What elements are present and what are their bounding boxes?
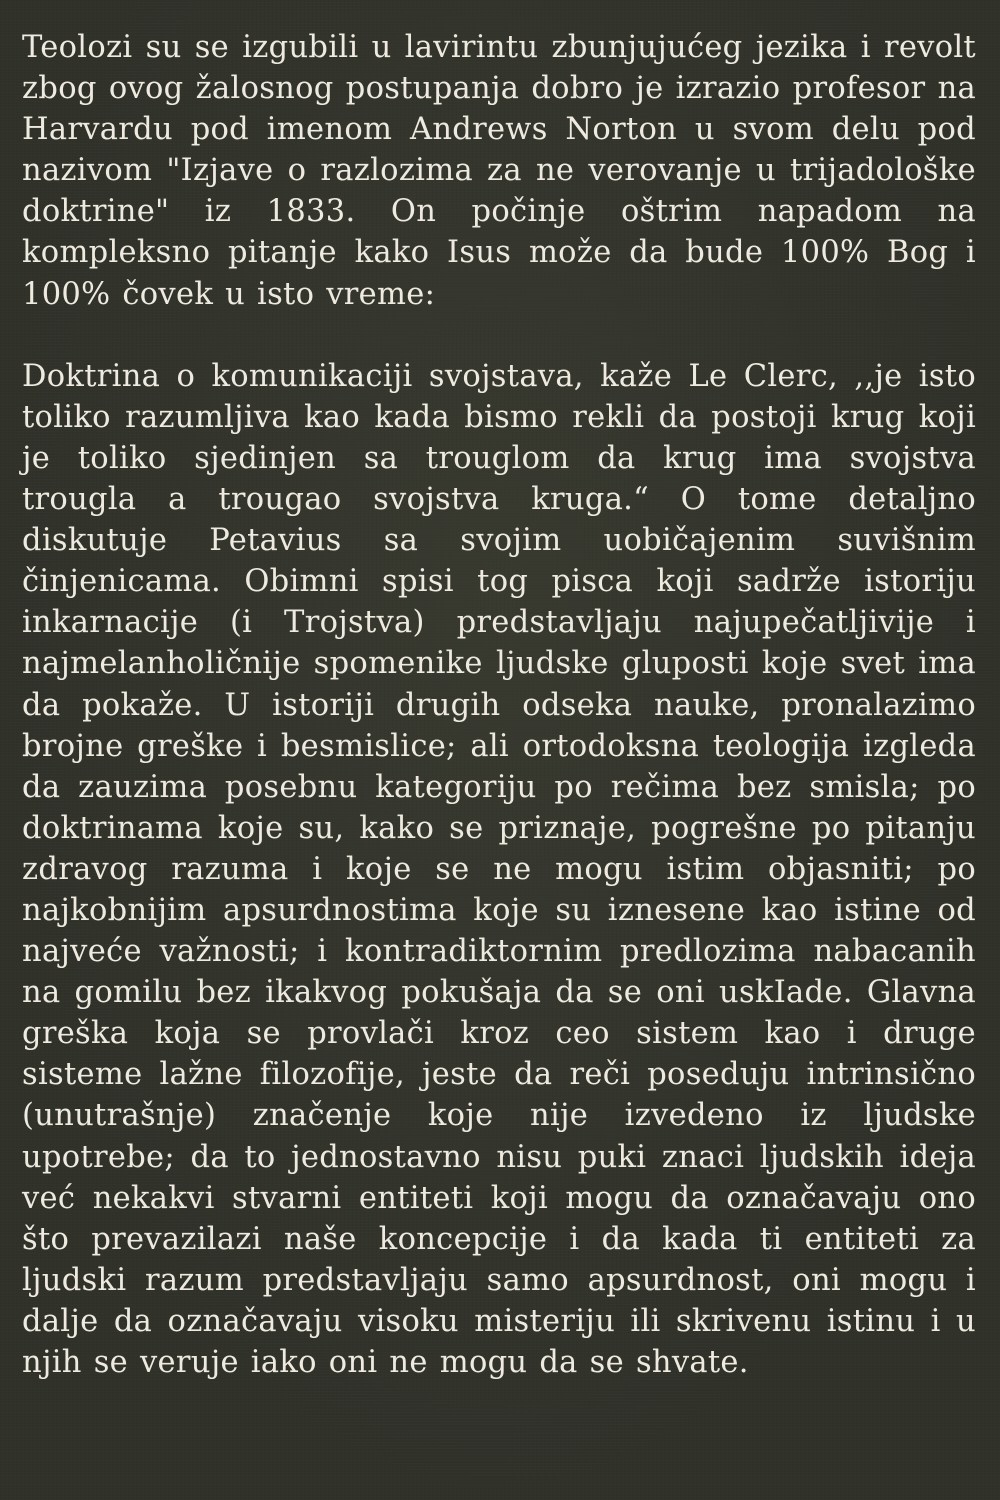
- paragraph-quote: Doktrina o komunikaciji svojstava, kaže Le Clerc, ,,je isto toliko razumljiva kao kada bismo rekli da postoji krug koji je toliko sjedinjen sa trouglom da krug ima svojstva trougla a trougao svojstva kruga.“ O tome detaljno diskutuje Petavius sa svojim uobičajenim suvišnim činjenicama. Obimni spisi tog pisca koji sadrže istoriju inkarnacije (i Trojstva) predstavljaju najupečatljivije i najmelanholičnije spomenike ljudske gluposti koje svet ima da pokaže. U istoriji drugih odseka nauke, pronalazimo brojne greške i besmislice; ali ortodoksna teologija izgleda da zauzima posebnu kategoriju po rečima bez smisla; po doktrinama koje su, kako se priznaje, pogrešne po pitanju zdravog razuma i koje se ne mogu istim objasniti; po najkobnijim apsurdnostima koje su iznesene kao istine od najveće važnosti; i kontradiktornim predlozima nabacanih na gomilu bez ikakvog pokušaja da se oni uskIade. Glavna greška koja se provlači kroz ceo sistem kao i druge sisteme lažne filozofije, jeste da reči poseduju intrinsično (unutrašnje) značenje koje nije izvedeno iz ljudske upotrebe; da to jednostavno nisu puki znaci ljudskih ideja već nekakvi stvarni entiteti koji mogu da označavaju ono što prevazilazi naše koncepcije i da kada ti entiteti za ljudski razum predstavljaju samo apsurdnost, oni mogu i dalje da označavaju visoku misteriju ili skrivenu istinu i u njih se veruje iako oni ne mogu da se shvate.: [22, 358, 976, 1380]
- body-text: [22, 27, 976, 1383]
- paragraph-intro: Teolozi su se izgubili u lavirintu zbunjujućeg jezika i revolt zbog ovog žalosnog postupanja dobro je izrazio profesor na Harvardu pod imenom Andrews Norton u svom delu pod nazivom "Izjave o razlozima za ne verovanje u trijadološke doktrine" iz 1833. On počinje oštrim napadom na kompleksno pitanje kako Isus može da bude 100% Bog i 100% čovek u isto vreme:: [22, 30, 976, 312]
